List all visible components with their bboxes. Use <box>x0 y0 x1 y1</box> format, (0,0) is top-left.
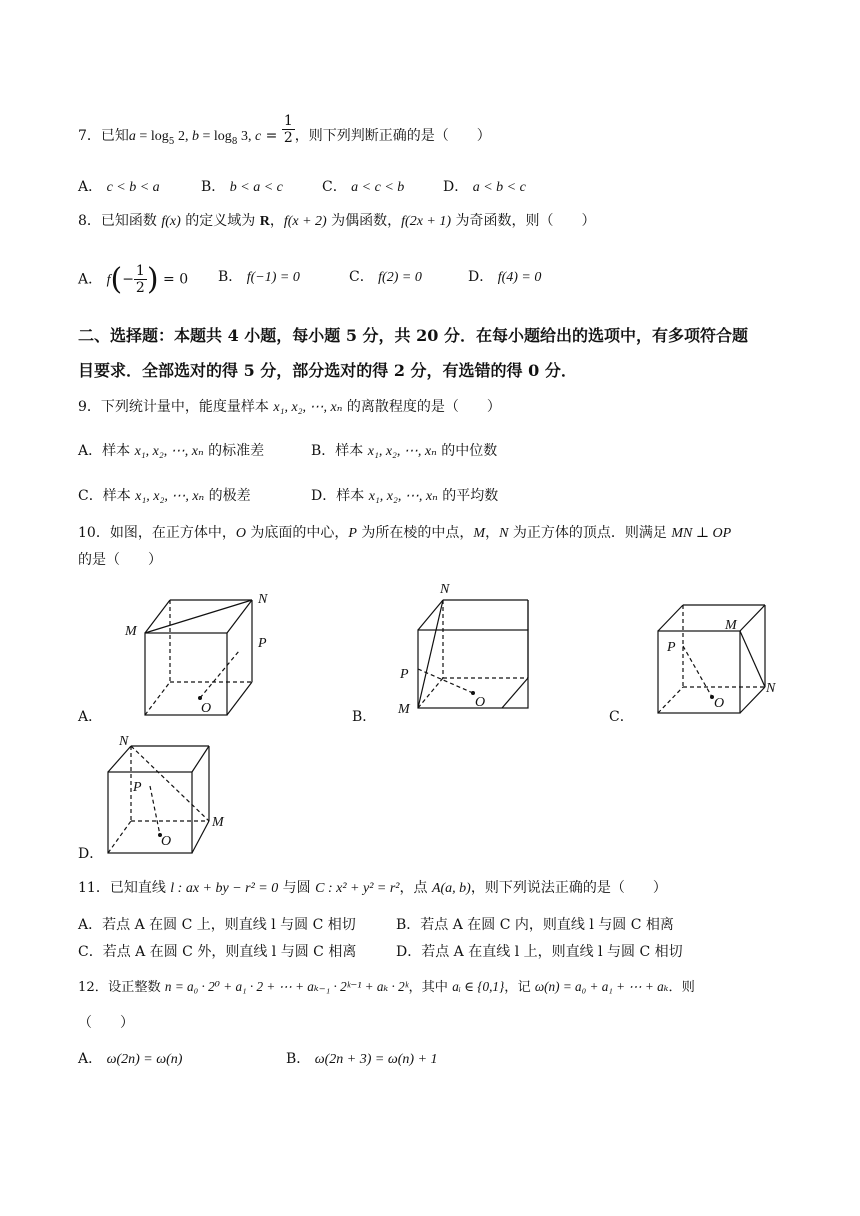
section-2-instructions: 目要求．全部选对的得 5 分，部分选对的得 2 分，有选错的得 0 分． <box>78 361 577 380</box>
q10-d-point-p: P <box>133 780 142 795</box>
q10-b-point-m: M <box>398 702 410 717</box>
q7-option-a: A． c < b < a <box>78 179 160 195</box>
q10-figure-d <box>100 733 240 861</box>
q11-option-a: A．若点 A 在圆 C 上，则直线 l 与圆 C 相切 <box>78 917 356 933</box>
q9-option-a: A．样本 x₁, x₂, ⋯, xₙ 的标准差 <box>78 443 265 459</box>
q10-stem-line2: 的是（ ） <box>78 552 162 568</box>
q7-option-b: B． b < a < c <box>201 179 283 195</box>
q10-fig-b-label: B． <box>352 709 377 725</box>
q10-c-point-o: O <box>714 696 725 711</box>
q10-stem: 10．如图，在正方体中，O 为底面的中心，P 为所在棱的中点，M，N 为正方体的顶点．则满足 MN ⊥ OP <box>78 525 732 541</box>
q10-d-point-n: N <box>119 734 129 749</box>
q10-figure-b <box>392 578 542 718</box>
q9-option-c: C．样本 x₁, x₂, ⋯, xₙ 的极差 <box>78 488 251 504</box>
q7-option-c: C． a < c < b <box>322 179 405 195</box>
q10-a-point-m: M <box>125 624 137 639</box>
q10-c-point-p: P <box>667 640 676 655</box>
q12-stem-line2: （ ） <box>78 1015 134 1031</box>
q10-b-point-p: P <box>400 667 409 682</box>
q10-a-point-p: P <box>258 636 267 651</box>
q9-option-b: B．样本 x₁, x₂, ⋯, xₙ 的中位数 <box>311 443 498 459</box>
q10-fig-d-label: D． <box>78 846 104 862</box>
q10-c-point-m: M <box>725 618 737 633</box>
q10-c-point-n: N <box>766 681 776 696</box>
q7-fraction: $\frac{1}{2}$ <box>283 112 293 146</box>
q10-fig-c-label: C． <box>609 709 634 725</box>
q10-d-point-m: M <box>212 815 224 830</box>
q11-stem: 11．已知直线 l : ax + by − r² = 0 与圆 C : x² + y² = r²，点 A(a, b)，则下列说法正确的是（ ） <box>78 880 667 896</box>
q8-option-a: A． f(− $\frac{1}{2}$ ) = 0 <box>78 262 189 297</box>
q10-figure-a <box>115 585 285 725</box>
q12-option-b: B． ω(2n + 3) = ω(n) + 1 <box>286 1051 438 1067</box>
q10-a-point-n: N <box>258 592 268 607</box>
q12-option-a: A． ω(2n) = ω(n) <box>78 1051 183 1067</box>
q10-b-point-n: N <box>440 582 450 597</box>
q10-fig-a-label: A． <box>78 709 103 725</box>
q8-option-b: B． f(−1) = 0 <box>218 269 300 285</box>
q9-stem: 9．下列统计量中，能度量样本 x₁, x₂, ⋯, xₙ 的离散程度的是（ ） <box>78 399 501 415</box>
q8-option-c: C． f(2) = 0 <box>349 269 422 285</box>
section-2-heading: 二、选择题：本题共 4 小题，每小题 5 分，共 20 分．在每小题给出的选项中，有多项符合题 <box>78 326 748 345</box>
q11-option-c: C．若点 A 在圆 C 外，则直线 l 与圆 C 相离 <box>78 944 357 960</box>
q8-option-d: D． f(4) = 0 <box>468 269 542 285</box>
q12-stem: 12．设正整数 n = a₀ · 2⁰ + a₁ · 2 + ⋯ + aₖ₋₁ · 2ᵏ⁻¹ + aₖ · 2ᵏ，其中 aᵢ ∈ {0,1}，记 ω(n) = a₀ + a₁ + ⋯ + aₖ．则 <box>78 979 695 995</box>
q11-option-d: D．若点 A 在直线 l 上，则直线 l 与圆 C 相切 <box>396 944 683 960</box>
q7-option-d: D． a < b < c <box>443 179 526 195</box>
q10-a-point-o: O <box>201 701 212 716</box>
q11-option-b: B．若点 A 在圆 C 内，则直线 l 与圆 C 相离 <box>396 917 674 933</box>
q9-option-d: D．样本 x₁, x₂, ⋯, xₙ 的平均数 <box>311 488 499 504</box>
q10-d-point-o: O <box>161 834 172 849</box>
q7-stem: 7．已知$a = \log_5 2$, $b = \log_8 3$, c = $\frac{1}{2}$ ，则下列判断正确的是（ ） <box>78 112 491 147</box>
q8-stem: 8．已知函数 f(x) 的定义域为 R，f(x + 2) 为偶函数，f(2x + 1) 为奇函数，则（ ） <box>78 213 596 229</box>
q10-b-point-o: O <box>475 695 486 710</box>
q10-figure-c <box>645 595 795 725</box>
